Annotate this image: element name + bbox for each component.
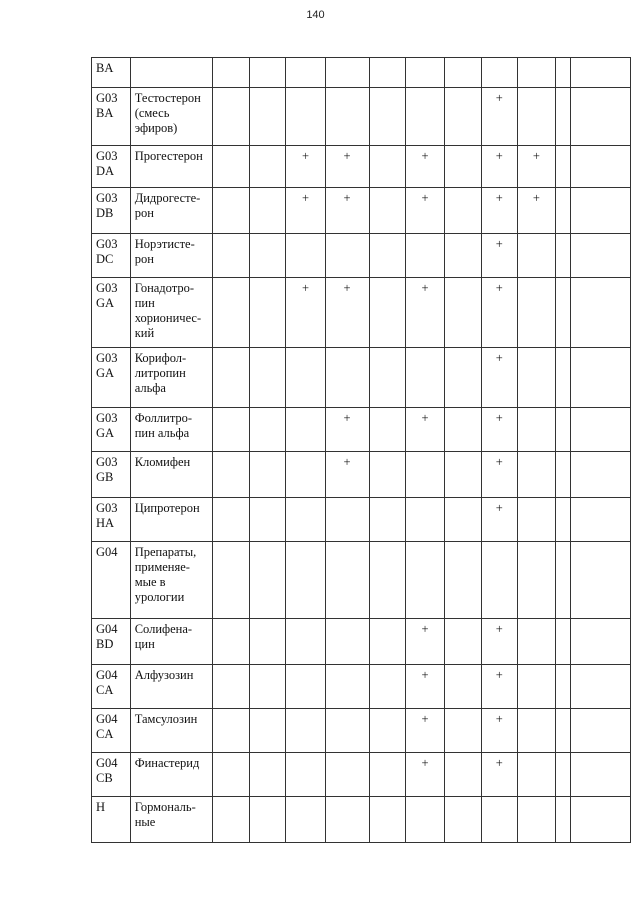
mark-cell [369, 498, 406, 542]
mark-cell [286, 58, 325, 88]
plus-mark: + [343, 191, 351, 205]
plus-mark: + [495, 149, 503, 163]
drug-name-cell: Кломифен [130, 452, 213, 498]
mark-cell [369, 58, 406, 88]
table-row [92, 234, 631, 278]
mark-cell [325, 58, 369, 88]
mark-cell [213, 452, 250, 498]
mark-cell [444, 452, 481, 498]
mark-cell [406, 619, 444, 665]
plus-mark: + [343, 411, 351, 425]
mark-cell [369, 146, 406, 188]
mark-cell [406, 278, 444, 348]
mark-cell [286, 234, 325, 278]
mark-cell [481, 753, 517, 797]
mark-cell [369, 88, 406, 146]
plus-mark: + [421, 411, 429, 425]
drug-name-cell: Прогестерон [130, 146, 213, 188]
table-row [92, 88, 631, 146]
mark-cell [556, 348, 571, 408]
mark-cell [369, 709, 406, 753]
atc-code-cell: G04 CA [92, 709, 131, 753]
mark-cell [406, 753, 444, 797]
mark-cell [286, 88, 325, 146]
drug-name-cell [130, 58, 213, 88]
mark-cell [406, 408, 444, 452]
plus-mark: + [495, 455, 503, 469]
mark-cell [444, 542, 481, 619]
drug-name-cell: Солифена-цин [130, 619, 213, 665]
table-row [92, 58, 631, 88]
drug-name-cell: Фоллитро-пин альфа [130, 408, 213, 452]
mark-cell [406, 348, 444, 408]
mark-cell [213, 88, 250, 146]
plus-mark: + [495, 712, 503, 726]
mark-cell [406, 709, 444, 753]
mark-cell [325, 619, 369, 665]
table-row [92, 542, 631, 619]
mark-cell [556, 452, 571, 498]
mark-cell [444, 188, 481, 234]
plus-mark: + [301, 191, 310, 205]
plus-mark: + [495, 237, 503, 251]
atc-code-cell: G03 DB [92, 188, 131, 234]
mark-cell [325, 498, 369, 542]
mark-cell [556, 753, 571, 797]
mark-cell [213, 665, 250, 709]
mark-cell [444, 619, 481, 665]
plus-mark: + [495, 756, 503, 770]
mark-cell [250, 619, 286, 665]
mark-cell [570, 665, 630, 709]
plus-mark: + [421, 281, 429, 295]
mark-cell [406, 234, 444, 278]
mark-cell [286, 348, 325, 408]
mark-cell [556, 542, 571, 619]
mark-cell [444, 498, 481, 542]
plus-mark: + [421, 622, 429, 636]
mark-cell [517, 753, 555, 797]
mark-cell [481, 619, 517, 665]
mark-cell [570, 88, 630, 146]
atc-code-cell: G04 [92, 542, 131, 619]
mark-cell [325, 709, 369, 753]
mark-cell [481, 188, 517, 234]
mark-cell [556, 146, 571, 188]
mark-cell [444, 234, 481, 278]
mark-cell [369, 188, 406, 234]
drug-name-cell: Финастерид [130, 753, 213, 797]
mark-cell [556, 498, 571, 542]
mark-cell [570, 542, 630, 619]
mark-cell [570, 278, 630, 348]
plus-mark: + [343, 149, 351, 163]
mark-cell [213, 542, 250, 619]
mark-cell [286, 146, 325, 188]
mark-cell [250, 665, 286, 709]
atc-code-cell: G04 CB [92, 753, 131, 797]
atc-code-cell: G04 BD [92, 619, 131, 665]
mark-cell [517, 797, 555, 843]
mark-cell [570, 452, 630, 498]
mark-cell [213, 709, 250, 753]
plus-mark: + [532, 191, 540, 205]
mark-cell [250, 498, 286, 542]
mark-cell [250, 58, 286, 88]
table-row [92, 797, 631, 843]
mark-cell [213, 146, 250, 188]
mark-cell [444, 408, 481, 452]
plus-mark: + [495, 281, 503, 295]
mark-cell [286, 665, 325, 709]
plus-mark: + [495, 668, 503, 682]
mark-cell [406, 88, 444, 146]
mark-cell [556, 58, 571, 88]
mark-cell [213, 408, 250, 452]
mark-cell [481, 797, 517, 843]
mark-cell [570, 58, 630, 88]
mark-cell [481, 348, 517, 408]
mark-cell [213, 58, 250, 88]
mark-cell [556, 408, 571, 452]
mark-cell [213, 753, 250, 797]
mark-cell [325, 88, 369, 146]
atc-code-cell: G03 DA [92, 146, 131, 188]
plus-mark: + [343, 455, 351, 469]
table-row [92, 348, 631, 408]
plus-mark: + [343, 281, 351, 295]
mark-cell [369, 348, 406, 408]
mark-cell [325, 452, 369, 498]
mark-cell [570, 619, 630, 665]
mark-cell [444, 797, 481, 843]
mark-cell [250, 188, 286, 234]
mark-cell [250, 88, 286, 146]
table-row [92, 498, 631, 542]
mark-cell [325, 234, 369, 278]
mark-cell [570, 348, 630, 408]
mark-cell [250, 408, 286, 452]
mark-cell [556, 234, 571, 278]
mark-cell [570, 234, 630, 278]
mark-cell [250, 348, 286, 408]
mark-cell [286, 278, 325, 348]
mark-cell [325, 665, 369, 709]
mark-cell [250, 278, 286, 348]
table-row [92, 408, 631, 452]
page-number: 140 [306, 9, 325, 21]
table-row [92, 452, 631, 498]
table-body [92, 58, 631, 843]
mark-cell [286, 188, 325, 234]
mark-cell [325, 753, 369, 797]
mark-cell [444, 709, 481, 753]
mark-cell [286, 498, 325, 542]
plus-mark: + [421, 191, 429, 205]
mark-cell [369, 452, 406, 498]
atc-code-cell: H [92, 797, 131, 843]
mark-cell [570, 797, 630, 843]
drug-name-cell: Ципротерон [130, 498, 213, 542]
mark-cell [570, 709, 630, 753]
plus-mark: + [421, 149, 429, 163]
mark-cell [286, 709, 325, 753]
mark-cell [286, 753, 325, 797]
mark-cell [369, 278, 406, 348]
atc-code-cell: G03 GA [92, 408, 131, 452]
mark-cell [517, 88, 555, 146]
mark-cell [369, 408, 406, 452]
mark-cell [325, 542, 369, 619]
atc-code-cell: G03 GA [92, 348, 131, 408]
atc-code-cell: G03 DC [92, 234, 131, 278]
atc-code-cell: G04 CA [92, 665, 131, 709]
drug-name-cell: Дидрогесте-рон [130, 188, 213, 234]
mark-cell [406, 452, 444, 498]
mark-cell [444, 146, 481, 188]
table-row [92, 188, 631, 234]
plus-mark: + [301, 281, 310, 295]
drug-name-cell: Препараты, применяе-мые в урологии [130, 542, 213, 619]
mark-cell [250, 452, 286, 498]
atc-code-cell: G03 GA [92, 278, 131, 348]
plus-mark: + [301, 149, 310, 163]
mark-cell [325, 146, 369, 188]
mark-cell [444, 665, 481, 709]
mark-cell [286, 619, 325, 665]
table-row [92, 665, 631, 709]
mark-cell [481, 542, 517, 619]
atc-code-cell: G03 HA [92, 498, 131, 542]
mark-cell [213, 234, 250, 278]
mark-cell [556, 88, 571, 146]
mark-cell [325, 278, 369, 348]
mark-cell [481, 709, 517, 753]
mark-cell [369, 234, 406, 278]
mark-cell [286, 408, 325, 452]
mark-cell [517, 188, 555, 234]
mark-cell [286, 452, 325, 498]
plus-mark: + [421, 756, 429, 770]
mark-cell [481, 58, 517, 88]
mark-cell [286, 542, 325, 619]
table-row [92, 278, 631, 348]
mark-cell [556, 797, 571, 843]
mark-cell [556, 188, 571, 234]
atc-code-cell: BA [92, 58, 131, 88]
mark-cell [406, 188, 444, 234]
plus-mark: + [532, 149, 540, 163]
plus-mark: + [495, 351, 503, 365]
mark-cell [481, 88, 517, 146]
drug-name-cell: Гормональ-ные [130, 797, 213, 843]
mark-cell [444, 278, 481, 348]
table-row [92, 619, 631, 665]
mark-cell [369, 619, 406, 665]
plus-mark: + [421, 712, 429, 726]
mark-cell [406, 146, 444, 188]
mark-cell [444, 58, 481, 88]
mark-cell [325, 797, 369, 843]
drug-table [91, 57, 631, 843]
plus-mark: + [495, 411, 503, 425]
drug-name-cell: Алфузозин [130, 665, 213, 709]
mark-cell [570, 188, 630, 234]
mark-cell [517, 619, 555, 665]
mark-cell [517, 408, 555, 452]
drug-name-cell: Гонадотро-пин хорионичес-кий [130, 278, 213, 348]
mark-cell [286, 797, 325, 843]
plus-mark: + [495, 501, 503, 515]
mark-cell [570, 408, 630, 452]
plus-mark: + [495, 191, 503, 205]
mark-cell [250, 542, 286, 619]
mark-cell [213, 498, 250, 542]
mark-cell [481, 665, 517, 709]
mark-cell [556, 665, 571, 709]
mark-cell [517, 234, 555, 278]
mark-cell [570, 753, 630, 797]
mark-cell [517, 542, 555, 619]
mark-cell [481, 278, 517, 348]
mark-cell [517, 709, 555, 753]
mark-cell [250, 709, 286, 753]
mark-cell [556, 278, 571, 348]
atc-code-cell: G03 GB [92, 452, 131, 498]
mark-cell [517, 498, 555, 542]
mark-cell [213, 619, 250, 665]
mark-cell [444, 348, 481, 408]
mark-cell [406, 58, 444, 88]
mark-cell [213, 278, 250, 348]
mark-cell [517, 278, 555, 348]
mark-cell [481, 408, 517, 452]
mark-cell [213, 797, 250, 843]
mark-cell [369, 797, 406, 843]
mark-cell [481, 452, 517, 498]
mark-cell [481, 234, 517, 278]
table-row [92, 753, 631, 797]
plus-mark: + [495, 91, 503, 105]
mark-cell [406, 498, 444, 542]
drug-name-cell: Тамсулозин [130, 709, 213, 753]
mark-cell [556, 709, 571, 753]
mark-cell [406, 665, 444, 709]
mark-cell [325, 188, 369, 234]
mark-cell [406, 542, 444, 619]
mark-cell [325, 408, 369, 452]
mark-cell [481, 146, 517, 188]
drug-name-cell: Корифол-литропин альфа [130, 348, 213, 408]
atc-code-cell: G03 BA [92, 88, 131, 146]
table-row [92, 709, 631, 753]
mark-cell [570, 498, 630, 542]
mark-cell [517, 665, 555, 709]
mark-cell [250, 797, 286, 843]
plus-mark: + [421, 668, 429, 682]
mark-cell [250, 146, 286, 188]
mark-cell [369, 753, 406, 797]
mark-cell [213, 348, 250, 408]
mark-cell [325, 348, 369, 408]
mark-cell [570, 146, 630, 188]
mark-cell [481, 498, 517, 542]
mark-cell [517, 452, 555, 498]
mark-cell [250, 753, 286, 797]
mark-cell [213, 188, 250, 234]
mark-cell [250, 234, 286, 278]
mark-cell [517, 146, 555, 188]
table-row [92, 146, 631, 188]
drug-name-cell: Норэтисте-рон [130, 234, 213, 278]
mark-cell [444, 88, 481, 146]
mark-cell [369, 665, 406, 709]
mark-cell [556, 619, 571, 665]
plus-mark: + [495, 622, 503, 636]
mark-cell [444, 753, 481, 797]
mark-cell [406, 797, 444, 843]
drug-name-cell: Тестостерон (смесь эфиров) [130, 88, 213, 146]
mark-cell [517, 58, 555, 88]
mark-cell [369, 542, 406, 619]
mark-cell [517, 348, 555, 408]
